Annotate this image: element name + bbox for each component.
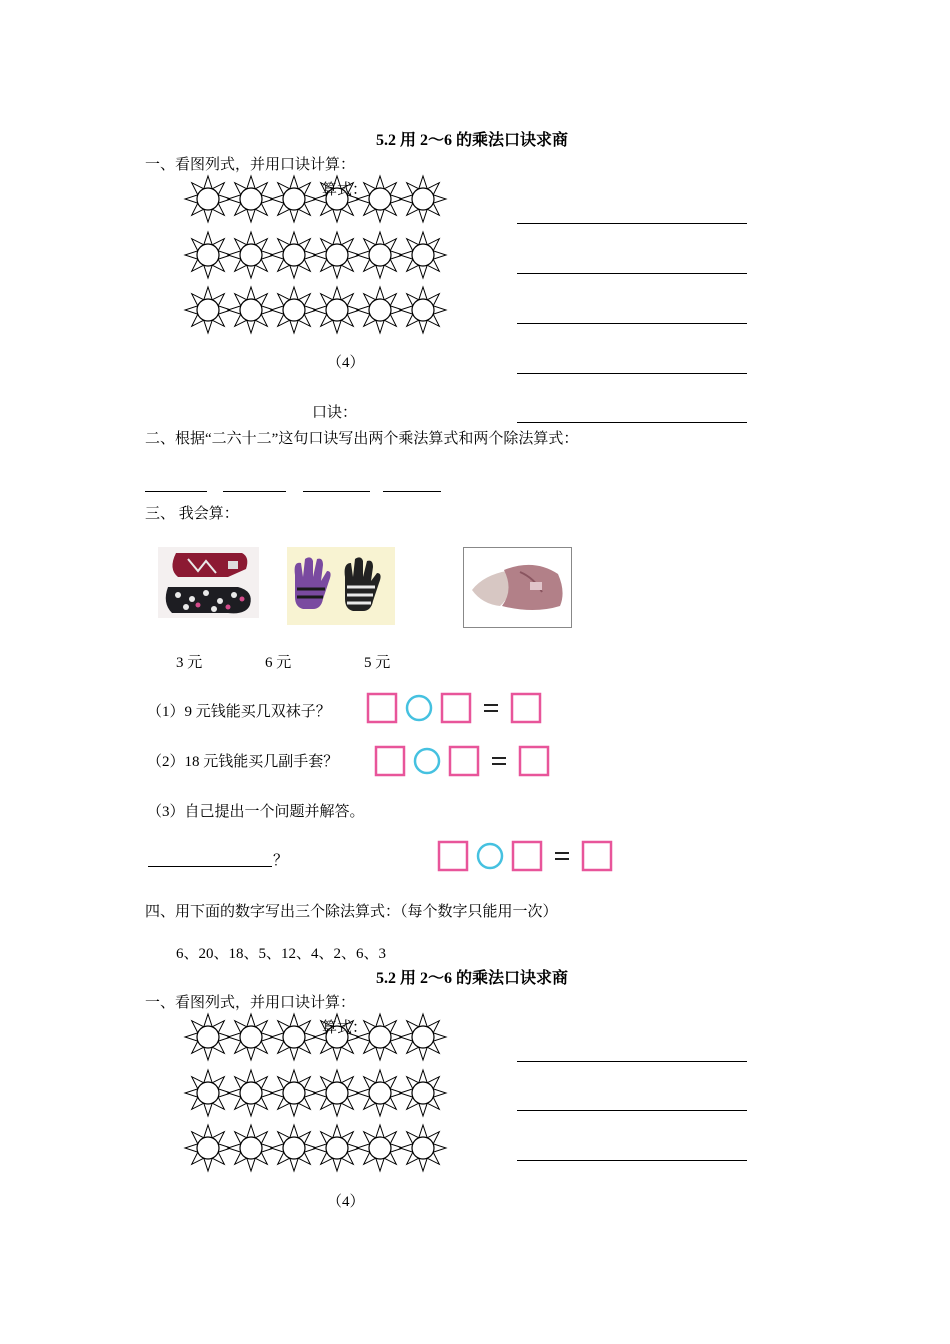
answer-line <box>517 1110 747 1111</box>
answer-line <box>517 1160 747 1161</box>
cap-photo <box>463 547 572 628</box>
sun-icon <box>314 1070 360 1116</box>
sun-icon <box>400 1014 446 1060</box>
sun-icon <box>357 287 403 333</box>
q1-heading-2: 一、看图列式，并用口诀计算： <box>145 995 356 1011</box>
answer-line <box>517 223 747 224</box>
page-title: 5.2 用 2～6 的乘法口诀求商 <box>376 132 569 149</box>
formula-label-2: 算式： <box>322 1020 368 1036</box>
question-mark: ？ <box>273 853 289 869</box>
sun-icon <box>314 232 360 278</box>
sun-icon <box>271 1070 317 1116</box>
sun-icon <box>400 287 446 333</box>
sun-grid <box>182 172 452 337</box>
equation-template-3 <box>437 840 615 874</box>
sun-icon <box>357 1070 403 1116</box>
sun-grid-2 <box>182 1010 452 1175</box>
koujue-label: 口诀： <box>312 405 358 421</box>
sun-icon <box>271 176 317 222</box>
sun-icon <box>228 176 274 222</box>
q3-item-1: （1）9 元钱能买几双袜子？ <box>147 704 331 720</box>
sun-icon <box>400 232 446 278</box>
sun-icon <box>357 1125 403 1171</box>
page-title-2: 5.2 用 2～6 的乘法口诀求商 <box>376 970 569 987</box>
answer-line <box>517 273 747 274</box>
sun-icon <box>357 232 403 278</box>
sun-icon <box>185 232 231 278</box>
formula-label: 算式： <box>322 182 368 198</box>
blank-line <box>383 491 441 492</box>
gloves-photo <box>287 547 395 625</box>
price-cap: 5 元 <box>364 655 391 671</box>
equation-template-1 <box>366 692 544 726</box>
sun-icon <box>271 287 317 333</box>
answer-line <box>517 323 747 324</box>
sun-icon <box>185 1125 231 1171</box>
answer-line <box>517 422 747 423</box>
sun-icon <box>185 1070 231 1116</box>
q3-heading: 三、 我会算： <box>145 506 239 522</box>
sun-icon <box>400 1125 446 1171</box>
sun-icon <box>228 1014 274 1060</box>
sun-icon <box>185 1014 231 1060</box>
sun-icon <box>228 1070 274 1116</box>
sun-icon <box>228 1125 274 1171</box>
blank-line <box>223 491 286 492</box>
price-gloves: 6 元 <box>265 655 292 671</box>
sun-icon <box>228 232 274 278</box>
sun-icon <box>314 287 360 333</box>
sun-icon <box>400 176 446 222</box>
q3-item-2: （2）18 元钱能买几副手套？ <box>147 754 339 770</box>
sun-icon <box>271 1125 317 1171</box>
group-label: （4） <box>327 355 365 371</box>
answer-line <box>517 1061 747 1062</box>
q4-numbers: 6、20、18、5、12、4、2、6、3 <box>176 946 387 962</box>
sun-icon <box>185 176 231 222</box>
sun-icon <box>185 287 231 333</box>
equation-template-2 <box>374 745 552 779</box>
price-socks: 3 元 <box>176 655 203 671</box>
blank-line <box>145 491 207 492</box>
q4-heading: 四、用下面的数字写出三个除法算式：（每个数字只能用一次） <box>145 904 558 920</box>
question-blank-line <box>148 866 272 867</box>
q3-item-3: （3）自己提出一个问题并解答。 <box>147 804 365 820</box>
sun-icon <box>400 1070 446 1116</box>
q2-heading: 二、根据“二六十二”这句口诀写出两个乘法算式和两个除法算式： <box>145 431 579 447</box>
group-label-2: （4） <box>327 1194 365 1210</box>
socks-photo <box>158 547 259 618</box>
sun-icon <box>228 287 274 333</box>
blank-line <box>303 491 370 492</box>
sun-icon <box>271 1014 317 1060</box>
sun-icon <box>271 232 317 278</box>
sun-icon <box>314 1125 360 1171</box>
answer-line <box>517 373 747 374</box>
q1-heading: 一、看图列式，并用口诀计算： <box>145 157 356 173</box>
